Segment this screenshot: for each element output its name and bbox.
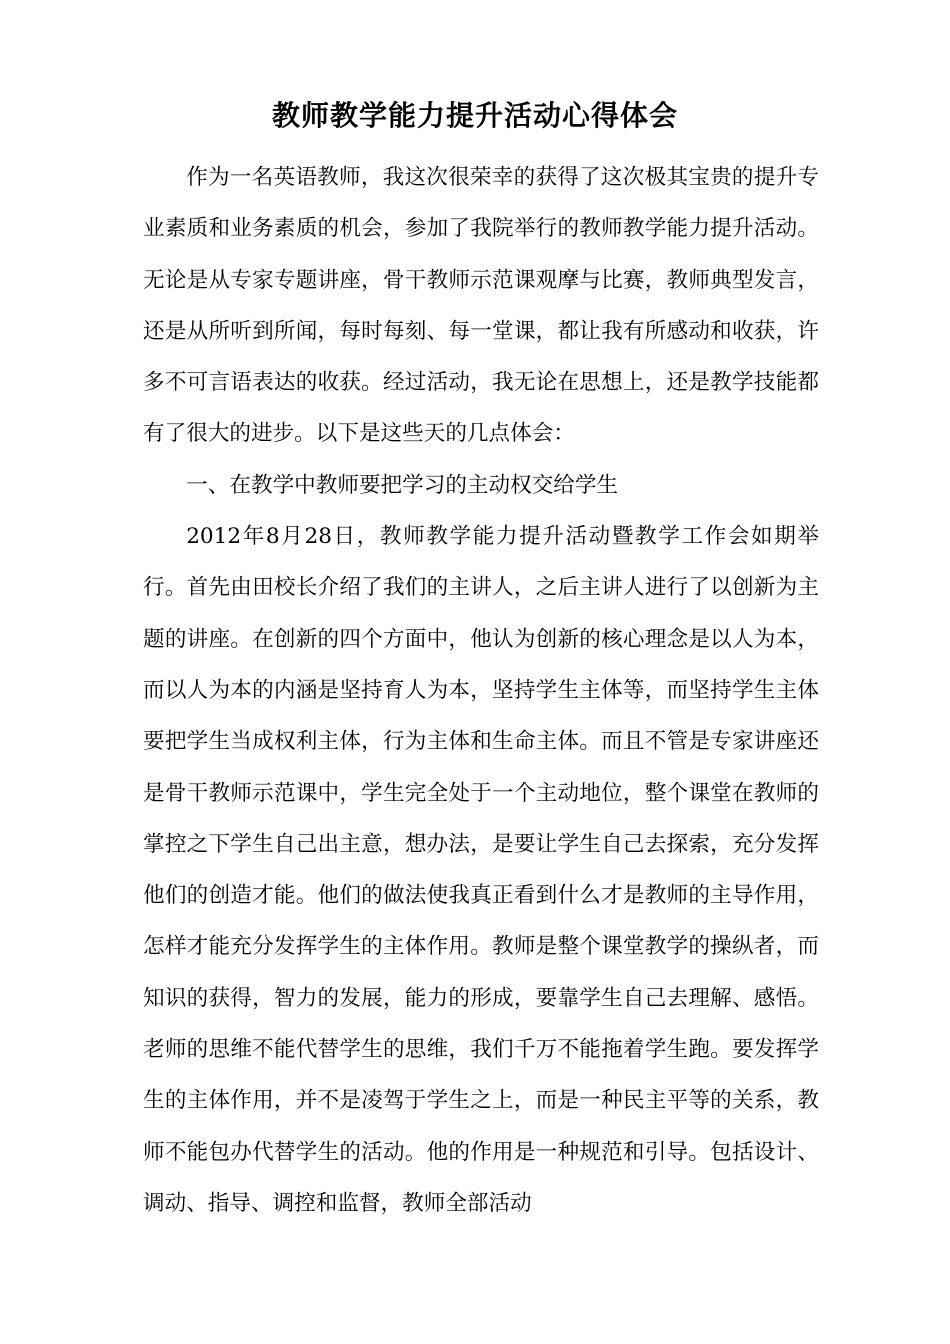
section-heading-1: 一、在教学中教师要把学习的主动权交给学生 [186,472,619,498]
paragraph-intro: 作为一名英语教师，我这次很荣幸的获得了这次极其宝贵的提升专业素质和业务素质的机会，参加了我院举行的教师教学能力提升活动。无论是从专家专题讲座，骨干教师示范课观摩与比赛，教师典型发言，还是从所听到所闻，每时每刻、每一堂课，都让我有所感动和收获，许多不可言语表达的收获。经过活动，我无论在思想上，还是教学技能都有了很大的进步。以下是这些天的几点体会： [143,165,819,447]
document-title: 教师教学能力提升活动心得体会 [271,99,678,132]
document-body [143,152,819,1229]
paragraph-section-1: 2012年8月28日，教师教学能力提升活动暨教学工作会如期举行。首先由田校长介绍了我们的主讲人，之后主讲人进行了以创新为主题的讲座。在创新的四个方面中，他认为创新的核心理念是以人为本，而以人为本的内涵是坚持育人为本，坚持学生主体等，而坚持学生主体要把学生当成权利主体，行为主体和生命主体。而且不管是专家讲座还是骨干教师示范课中，学生完全处于一个主动地位，整个课堂在教师的掌控之下学生自己出主意，想办法，是要让学生自己去探索，充分发挥他们的创造才能。他们的做法使我真正看到什么才是教师的主导作用，怎样才能充分发挥学生的主体作用。教师是整个课堂教学的操纵者，而知识的获得，智力的发展，能力的形成，要靠学生自己去理解、感悟。老师的思维不能代替学生的思维，我们千万不能拖着学生跑。要发挥学生的主体作用，并不是凌驾于学生之上，而是一种民主平等的关系，教师不能包办代替学生的活动。他的作用是一种规范和引导。包括设计、调动、指导、调控和监督，教师全部活动 [143,524,819,1216]
